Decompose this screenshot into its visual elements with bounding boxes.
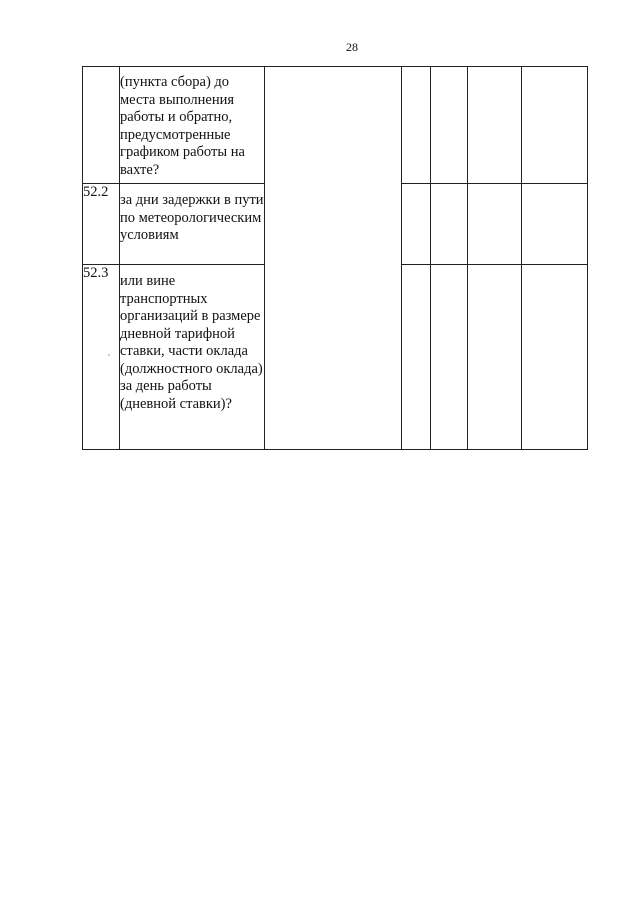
page-number: 28 (346, 40, 358, 54)
table-cell (431, 67, 468, 184)
table-cell (522, 265, 588, 450)
table-cell (431, 265, 468, 450)
table-cell (468, 184, 522, 265)
table-cell (468, 67, 522, 184)
table-cell (402, 265, 431, 450)
table-cell (522, 67, 588, 184)
table-cell (522, 184, 588, 265)
scan-speck (108, 354, 110, 356)
question-text: за дни задержки в пути по метеорологическим условиям (120, 184, 265, 265)
table-row (83, 67, 588, 184)
checklist-table (82, 66, 588, 450)
table-cell (402, 184, 431, 265)
row-number: 52.3 (83, 265, 120, 450)
table-cell (431, 184, 468, 265)
table-cell (468, 265, 522, 450)
question-text: или вине транспортных организаций в размере дневной тарифной ставки, части оклада (должностного оклада) за день работы (дневной ставки)? (120, 265, 265, 450)
table-cell (402, 67, 431, 184)
question-text: (пункта сбора) до места выполнения работы и обратно, предусмотренные графиком работы на вахте? (120, 67, 265, 184)
row-number: 52.2 (83, 184, 120, 265)
row-number (83, 67, 120, 184)
merged-cell (265, 67, 402, 450)
